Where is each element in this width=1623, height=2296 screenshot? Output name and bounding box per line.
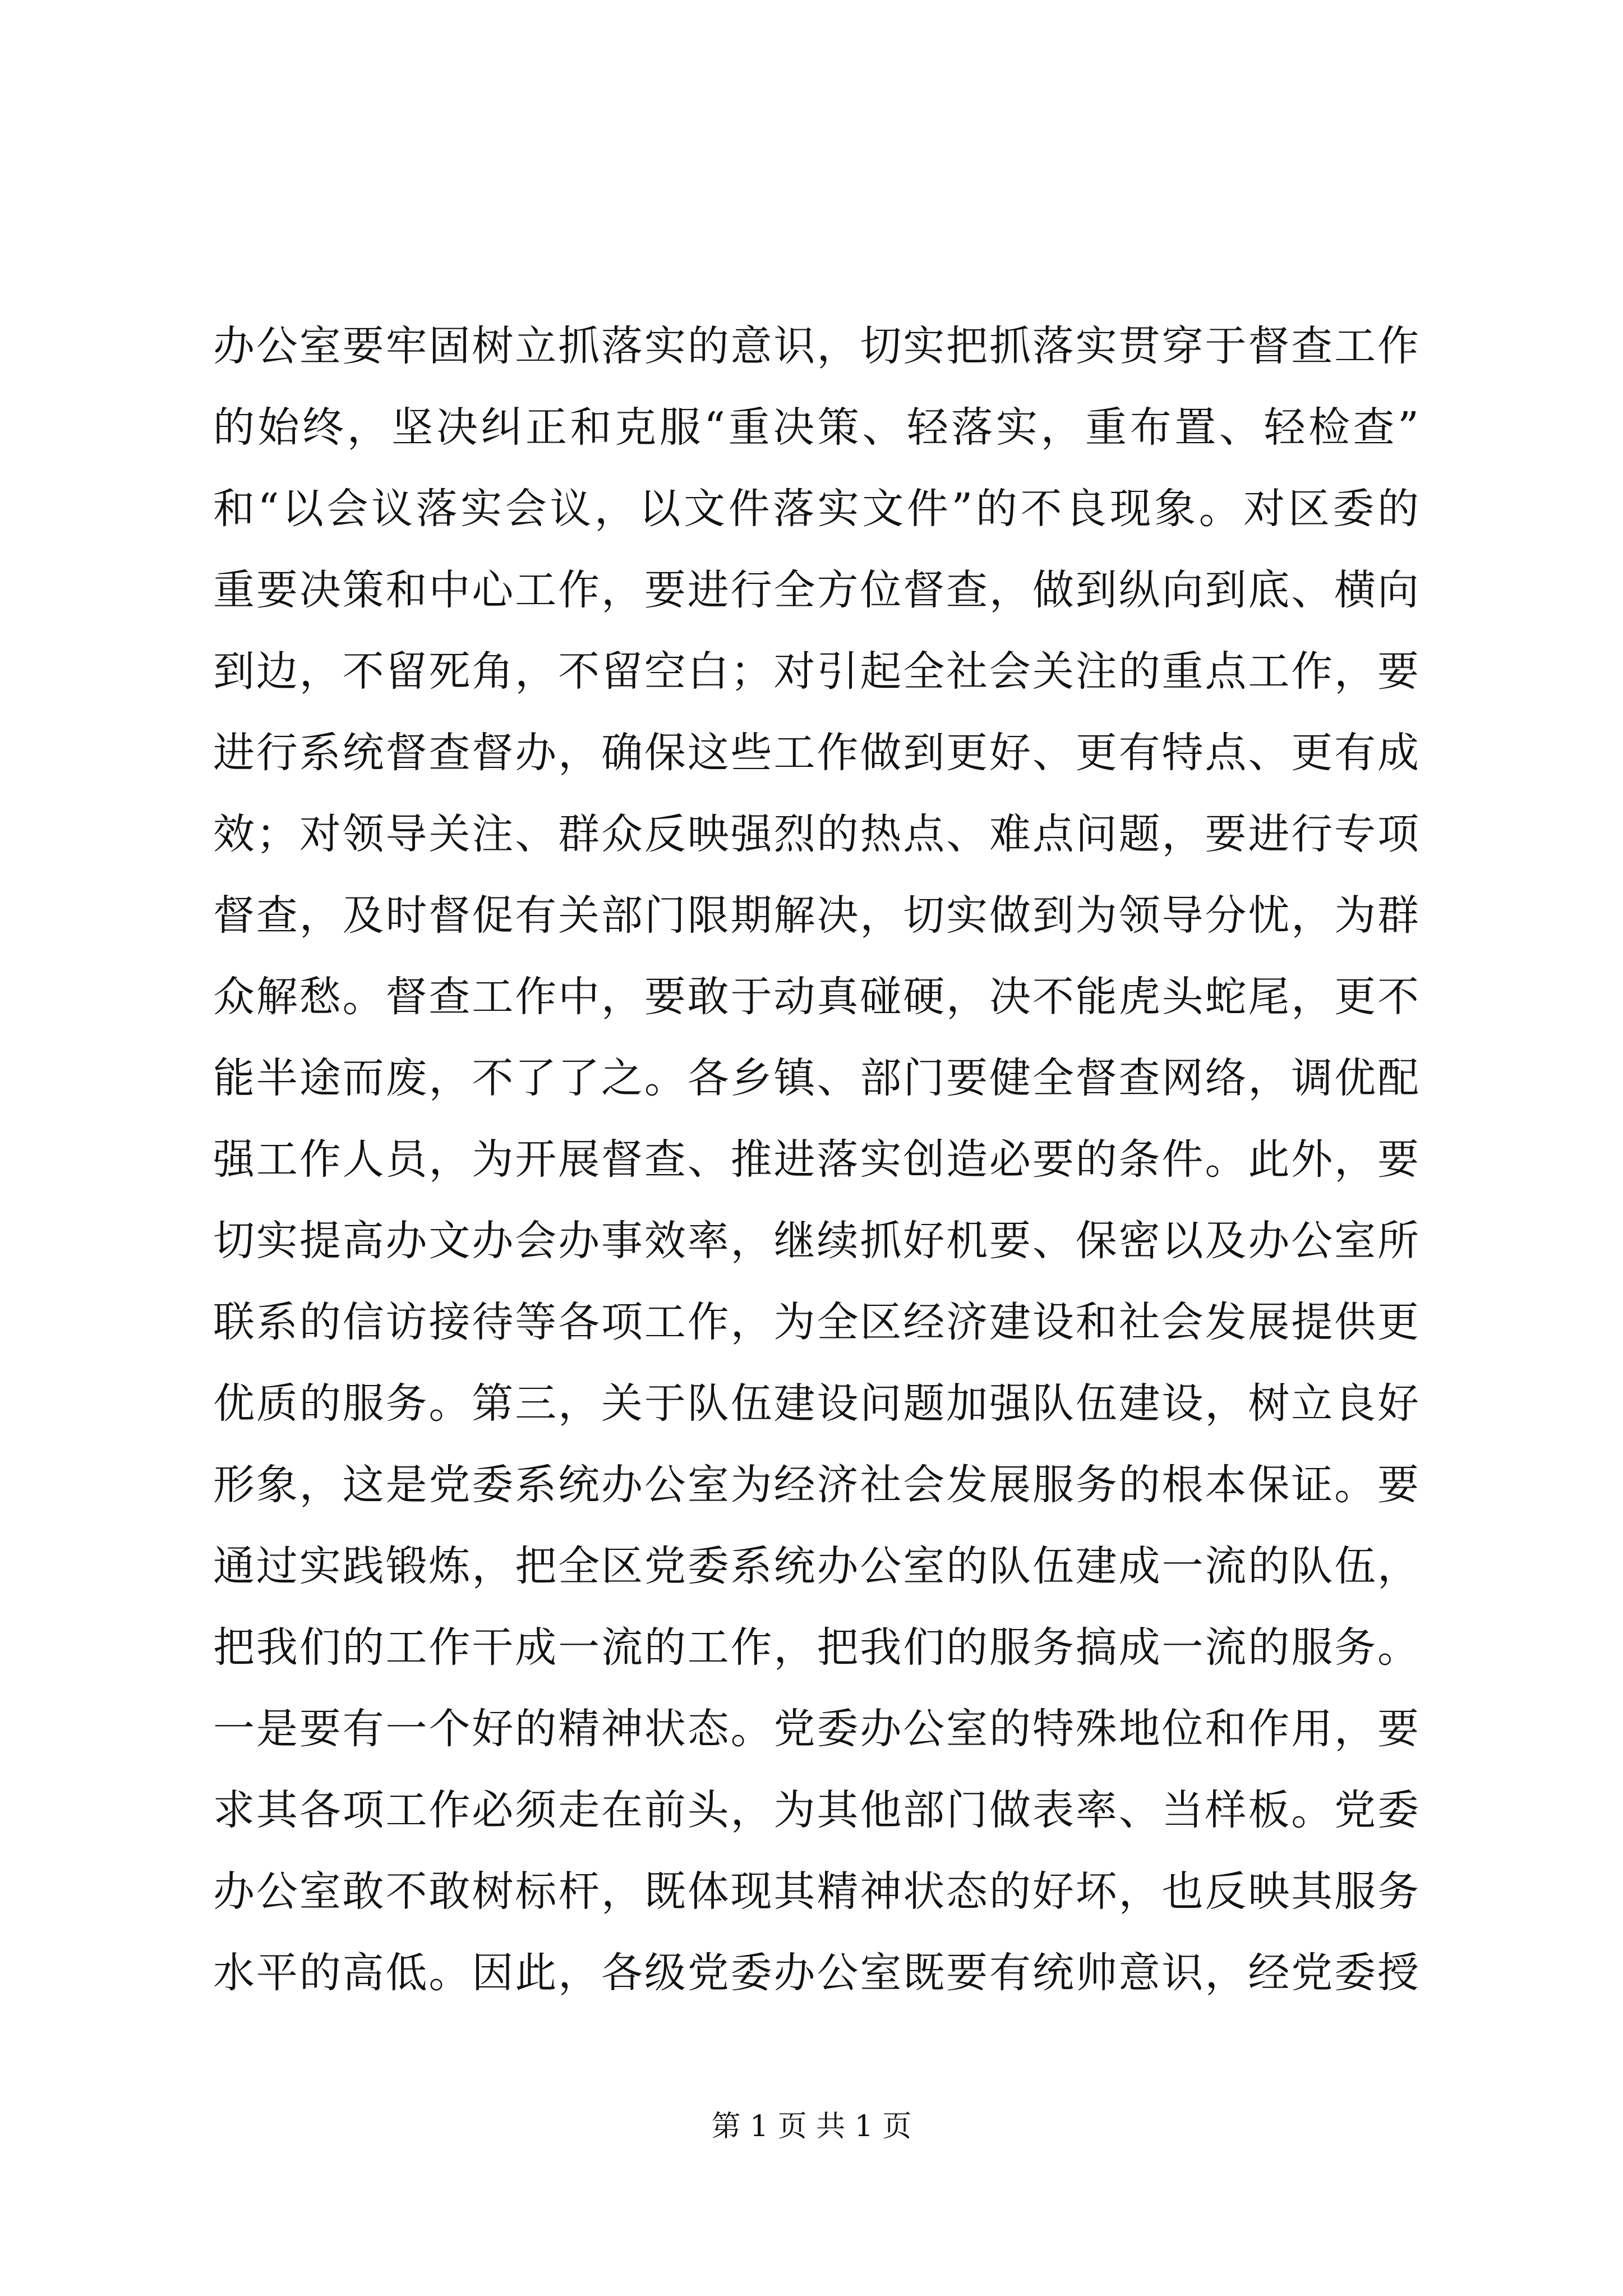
text-line: 切实提高办文办会办事效率，继续抓好机要、保密以及办公室所 <box>213 1217 1419 1265</box>
text-line: 强工作人员，为开展督查、推进落实创造必要的条件。此外，要 <box>213 1135 1419 1184</box>
text-line: 的始终，坚决纠正和克服“重决策、轻落实，重布置、轻检查” <box>213 403 1419 452</box>
text-line: 水平的高低。因此，各级党委办公室既要有统帅意识，经党委授 <box>213 1949 1419 1997</box>
text-line: 督查，及时督促有关部门限期解决，切实做到为领导分忧，为群 <box>213 891 1419 940</box>
text-line: 进行系统督查督办，确保这些工作做到更好、更有特点、更有成 <box>213 729 1419 777</box>
text-line: 到边，不留死角，不留空白；对引起全社会关注的重点工作，要 <box>213 647 1419 696</box>
text-line: 优质的服务。第三，关于队伍建设问题加强队伍建设，树立良好 <box>213 1379 1419 1428</box>
text-line: 把我们的工作干成一流的工作，把我们的服务搞成一流的服务。 <box>213 1623 1419 1672</box>
text-line: 和“以会议落实会议，以文件落实文件”的不良现象。对区委的 <box>213 485 1419 533</box>
text-line: 办公室敢不敢树标杆，既体现其精神状态的好坏，也反映其服务 <box>213 1867 1419 1916</box>
text-line: 重要决策和中心工作，要进行全方位督查，做到纵向到底、横向 <box>213 566 1419 614</box>
text-line: 求其各项工作必须走在前头，为其他部门做表率、当样板。党委 <box>213 1786 1419 1834</box>
text-line: 一是要有一个好的精神状态。党委办公室的特殊地位和作用，要 <box>213 1705 1419 1753</box>
text-line: 众解愁。督查工作中，要敢于动真碰硬，决不能虎头蛇尾，更不 <box>213 973 1419 1021</box>
text-line: 形象，这是党委系统办公室为经济社会发展服务的根本保证。要 <box>213 1461 1419 1509</box>
text-line: 效；对领导关注、群众反映强烈的热点、难点问题，要进行专项 <box>213 810 1419 858</box>
text-line: 能半途而废，不了了之。各乡镇、部门要健全督查网络，调优配 <box>213 1054 1419 1102</box>
page-footer: 第 1 页 共 1 页 <box>711 2110 912 2143</box>
text-line: 通过实践锻炼，把全区党委系统办公室的队伍建成一流的队伍， <box>213 1542 1419 1590</box>
text-line: 联系的信访接待等各项工作，为全区经济建设和社会发展提供更 <box>213 1298 1419 1346</box>
body-text <box>213 306 1419 2014</box>
text-line: 办公室要牢固树立抓落实的意识，切实把抓落实贯穿于督查工作 <box>213 322 1419 370</box>
